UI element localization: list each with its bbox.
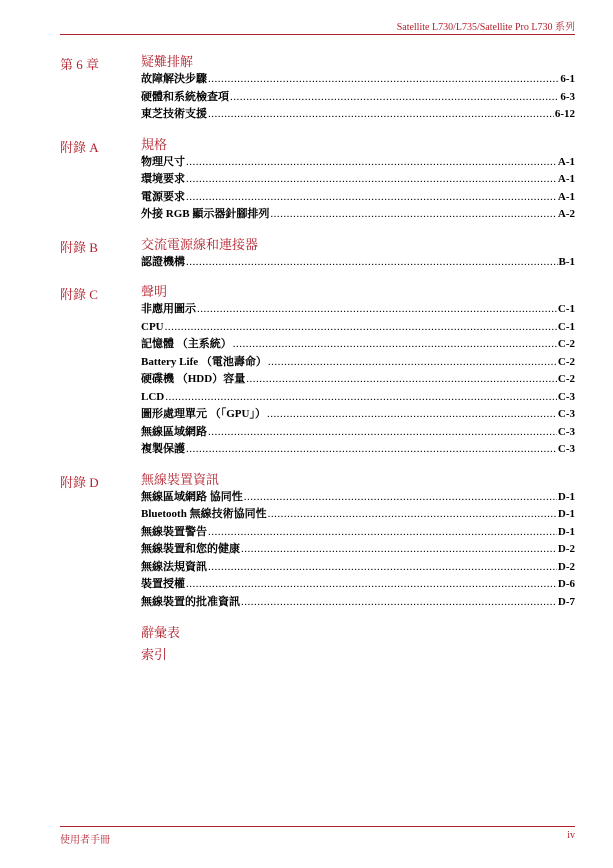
toc-entry-page: C-3 <box>557 425 575 438</box>
dot-leader <box>186 154 557 172</box>
toc-entry-page: D-1 <box>557 508 575 520</box>
toc-entry-text: 無線法規資訊 <box>141 560 207 573</box>
dot-leader <box>186 254 558 272</box>
toc-entry-text: Battery Life （電池壽命） <box>141 355 267 368</box>
toc-entry[interactable] <box>141 71 575 89</box>
toc-entry-page: A-2 <box>557 208 575 220</box>
toc-entry-text: 故障解決步驟 <box>141 73 207 85</box>
section-label: 附錄 B <box>60 239 98 255</box>
section-label: 附錄 D <box>60 474 99 490</box>
toc-entry-text: LCD <box>141 390 165 403</box>
dot-leader <box>246 371 557 389</box>
glossary-link[interactable]: 辭彙表 <box>141 625 181 640</box>
dot-leader <box>208 106 554 124</box>
dot-leader <box>165 389 557 407</box>
dot-leader <box>208 559 557 577</box>
toc-entry-page: C-1 <box>557 320 575 333</box>
toc-entry-page: C-3 <box>557 390 575 403</box>
toc-entry[interactable] <box>141 559 575 577</box>
toc-entry[interactable] <box>141 106 575 124</box>
section-title[interactable]: 疑難排解 <box>141 54 194 69</box>
dot-leader <box>241 594 557 612</box>
toc-entry[interactable] <box>141 441 575 459</box>
toc-section <box>60 282 575 459</box>
dot-leader <box>270 206 557 224</box>
section-title[interactable]: 交流電源線和連接器 <box>141 236 259 252</box>
dot-leader <box>208 424 557 442</box>
toc-extras <box>141 622 575 666</box>
toc-section <box>60 135 575 224</box>
toc-entry[interactable] <box>141 524 575 542</box>
dot-leader <box>165 319 557 337</box>
toc-entry-text: 非應用圖示 <box>141 303 196 315</box>
toc-entry[interactable] <box>141 424 575 442</box>
toc-entry[interactable] <box>141 489 575 507</box>
toc-entry-page: A-1 <box>557 190 575 203</box>
dot-leader <box>208 71 559 89</box>
toc-entry[interactable] <box>141 206 575 224</box>
toc-entry-page: C-2 <box>557 355 575 368</box>
dot-leader <box>208 524 557 542</box>
toc-entry-text: 無線裝置和您的健康 <box>141 543 240 555</box>
toc-entry[interactable] <box>141 354 575 372</box>
toc-entry-page: D-6 <box>557 578 575 590</box>
toc-entry[interactable] <box>141 594 575 612</box>
toc-entry-text: 無線區域網路 <box>141 425 207 438</box>
toc-entry-text: 環境要求 <box>141 173 185 185</box>
toc-entry-page: C-3 <box>557 443 575 455</box>
toc-entry-text: 無線裝置的批准資訊 <box>141 595 240 608</box>
toc-entry[interactable] <box>141 154 575 172</box>
toc-entry[interactable] <box>141 319 575 337</box>
toc-entry-text: 認證機構 <box>141 255 185 268</box>
toc-entry[interactable] <box>141 189 575 207</box>
toc-entry[interactable] <box>141 336 575 354</box>
toc-entry[interactable] <box>141 254 575 272</box>
toc-entry-page: 6-12 <box>554 108 575 120</box>
dot-leader <box>244 489 557 507</box>
toc-entry-text: 裝置授權 <box>141 578 185 590</box>
toc-entry-text: 電源要求 <box>141 190 185 203</box>
dot-leader <box>267 406 557 424</box>
footer-manual-title: 使用者手冊 <box>60 835 110 846</box>
toc-entry-page: D-2 <box>557 543 575 555</box>
toc-entry[interactable] <box>141 171 575 189</box>
section-label: 附錄 A <box>60 139 99 155</box>
toc-entry-page: C-3 <box>557 408 575 420</box>
running-header: Satellite L730/L735/Satellite Pro L730 系列 <box>396 22 575 33</box>
toc-entry-page: D-2 <box>557 560 575 573</box>
toc-entry-text: 東芝技術支援 <box>141 108 207 120</box>
dot-leader <box>233 336 557 354</box>
toc-entry-text: 複製保護 <box>141 443 185 455</box>
toc-entry[interactable] <box>141 301 575 319</box>
toc-entry[interactable] <box>141 389 575 407</box>
section-title[interactable]: 聲明 <box>141 284 168 299</box>
dot-leader <box>268 354 557 372</box>
toc-entry-page: C-2 <box>557 338 575 350</box>
toc-entry-text: 無線區域網路 協同性 <box>141 490 243 503</box>
dot-leader <box>186 441 557 459</box>
section-title[interactable]: 無線裝置資訊 <box>141 471 220 487</box>
toc-entry-text: 硬體和系統檢查項 <box>141 90 229 103</box>
toc-entry[interactable] <box>141 371 575 389</box>
toc-entry-text: 無線裝置警告 <box>141 525 207 538</box>
section-label: 第 6 章 <box>60 57 100 72</box>
table-of-contents <box>60 52 575 666</box>
toc-entry-page: D-7 <box>557 595 575 608</box>
toc-entry[interactable] <box>141 506 575 524</box>
dot-leader <box>230 89 559 107</box>
dot-leader <box>268 506 557 524</box>
toc-entry-page: A-1 <box>557 155 575 168</box>
section-label: 附錄 C <box>60 287 98 302</box>
index-link[interactable]: 索引 <box>141 647 168 662</box>
toc-entry-text: 外接 RGB 顯示器針腳排列 <box>141 208 270 220</box>
toc-section <box>60 235 575 272</box>
dot-leader <box>186 189 557 207</box>
toc-entry-text: 圖形處理單元 （「GPU」） <box>141 408 266 420</box>
toc-entry-text: Bluetooth 無線技術協同性 <box>141 508 267 520</box>
toc-entry-page: C-2 <box>557 373 575 385</box>
toc-entry[interactable] <box>141 576 575 594</box>
page-number: iv <box>567 830 575 841</box>
toc-entry-text: 物理尺寸 <box>141 155 185 168</box>
footer-rule <box>60 826 575 827</box>
toc-entry-text: CPU <box>141 320 164 333</box>
toc-entry[interactable] <box>141 406 575 424</box>
toc-section <box>60 52 575 124</box>
header-rule <box>60 34 575 35</box>
toc-entry-text: 記憶體 （主系統） <box>141 338 232 350</box>
toc-entry-text: 硬碟機 （HDD）容量 <box>141 373 246 385</box>
dot-leader <box>186 171 557 189</box>
toc-entry-page: 6-1 <box>560 73 575 85</box>
toc-section <box>60 470 575 612</box>
toc-entry-page: D-1 <box>557 525 575 538</box>
dot-leader <box>186 576 557 594</box>
toc-entry-page: C-1 <box>557 303 575 315</box>
section-title[interactable]: 規格 <box>141 136 168 152</box>
toc-entry-page: A-1 <box>557 173 575 185</box>
toc-entry-page: B-1 <box>558 255 575 268</box>
toc-entry[interactable] <box>141 89 575 107</box>
toc-entry[interactable] <box>141 541 575 559</box>
toc-entry-page: 6-3 <box>560 90 575 103</box>
toc-entry-page: D-1 <box>557 490 575 503</box>
dot-leader <box>197 301 557 319</box>
dot-leader <box>241 541 557 559</box>
